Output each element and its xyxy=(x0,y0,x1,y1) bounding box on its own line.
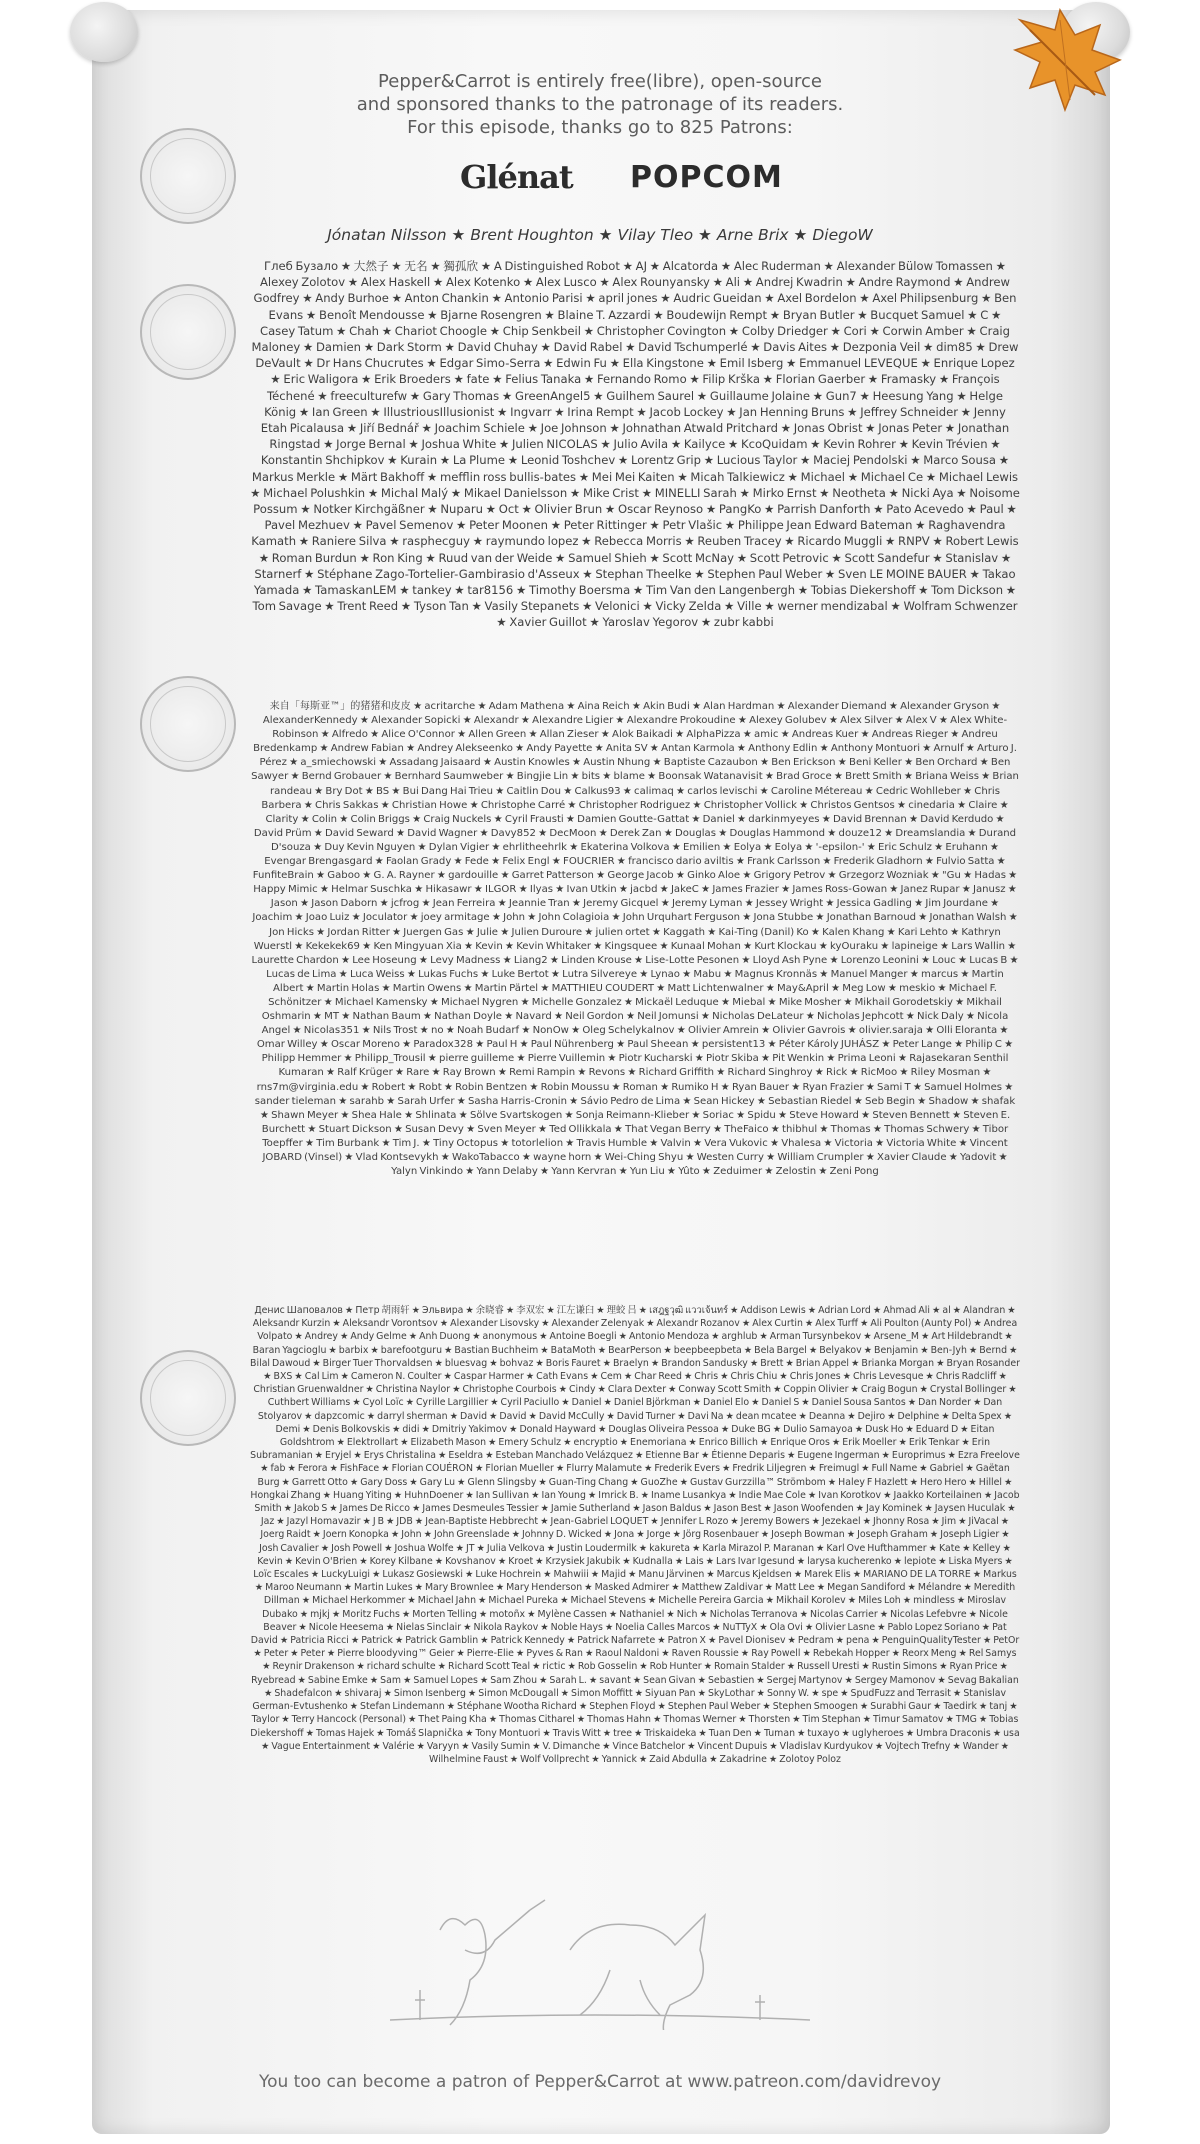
scroll-curl-left xyxy=(70,2,138,62)
patrons-list-tier-3: Денис Шаповалов ★ Петр 胡雨轩 ★ Эльвира ★ 余晓睿 ★ 李双宏 ★ 江左谦臼 ★ 理蛟 吕 ★ เสฎฐวุฒิ แววเจ้นทร์ ★ Addison Lewis ★ Adrian Lord ★ Ahmad Ali ★ al ★ Alandran ★ Aleksandr Kurzin ★ Aleksandr Vorontsov ★ Alexander Lisovsky ★ Alexander Zelenyak ★ Alexandr Rozanov ★ Alex Curtin ★ Alex Turff ★ Ali Poulton (Aunty Pol) ★ Andrea Volpato ★ Andrey ★ Andy Gelme ★ Anh Duong ★ anonymous ★ Antoine Boegli ★ Antonio Mendoza ★ arghlub ★ Arman Tursynbekov ★ Arsene_M ★ Art Hildebrandt ★ Baran Yagcioglu ★ barbix ★ barefootguru ★ Bastian Buchheim ★ BataMoth ★ BearPerson ★ beepbeepbeta ★ Bela Bargel ★ Belyakov ★ Benjamin ★ Ben-Jyh ★ Bernd ★ Bilal Dawoud ★ Birger Tuer Thorvaldsen ★ bluesvag ★ bohvaz ★ Boris Fauret ★ Braelyn ★ Brandon Sandusky ★ Brett ★ Brian Appel ★ Brianka Morgan ★ Bryan Rosander ★ BXS ★ Cal Lim ★ Cameron N. Coulter ★ Caspar Harmer ★ Cath Evans ★ Cem ★ Char Reed ★ Chris ★ Chris Chiu ★ Chris Jones ★ Chris Levesque ★ Chris Radcliff ★ Christian Gruenwaldner ★ Christina Naylor ★ Christophe Courbois ★ Cindy ★ Clara Dexter ★ Conway Scott Smith ★ Coppin Olivier ★ Craig Bogun ★ Crystal Bollinger ★ Cuthbert Williams ★ Cyol Loïc ★ Cyrille Largillier ★ Cyril Paciullo ★ Daniel ★ Daniel Björkman ★ Daniel Elo ★ Daniel S ★ Daniel Sousa Santos ★ Dan Norder ★ Dan Stolyarov ★ dapzcomic ★ darryl sherman ★ David ★ David ★ David McCully ★ David Turner ★ Davi Na ★ dean mcatee ★ Deanna ★ Dejiro ★ Delphine ★ Delta Spex ★ Demi ★ Denis Bolkovskis ★ didi ★ Dmitriy Yakimov ★ Donald Hayward ★ Douglas Oliveira Pessoa ★ Duke BG ★ Dulio Samayoa ★ Dusk Ho ★ Eduard D ★ Eitan Goldshtrom ★ Elektrollart ★ Elizabeth Mason ★ Emery Schulz ★ encryptio ★ Enemoriana ★ Enrico Billich ★ Enrique Oros ★ Erik Moeller ★ Erik Tenkar ★ Erin Subramanian ★ Eryjel ★ Erys Christalina ★ Eseldra ★ Esteban Manchado Velázquez ★ Etienne Bar ★ Étienne Deparis ★ Eugene Ingerman ★ Europrimus ★ Ezra Freelove ★ fab ★ Ferora ★ FishFace ★ Florian COUÉRON ★ Florian Mueller ★ Flurry Malamute ★ Frederik Evers ★ Fredrik Liljegren ★ Freimugl ★ Full Name ★ Gabriel ★ Gaëtan Burg ★ Garrett Otto ★ Gary Doss ★ Gary Lu ★ Glenn Slingsby ★ Guan-Ting Chang ★ GuoZhe ★ Gustav Gurzzilla™ Strömbom ★ Haley F Hazlett ★ Hero Hero ★ Hillel ★ Hongkai Zhang ★ Huang Yiting ★ HuhnDoener ★ Ian Sullivan ★ Ian Young ★ Imrick B. ★ Iname Lusankya ★ Indie Mae Cole ★ Ivan Korotkov ★ Jaakko Korteilainen ★ Jacob Smith ★ Jakob S ★ James De Ricco ★ James Desmeules Tessier ★ Jamie Sutherland ★ Jason Baldus ★ Jason Best ★ Jason Woofenden ★ Jay Kominek ★ Jaysen Huculak ★ Jaz ★ Jazyl Homavazir ★ J B ★ JDB ★ Jean-Baptiste Hebbrecht ★ Jean-Gabriel LOQUET ★ Jennifer L Rozo ★ Jeremy Bowers ★ Jezekael ★ Jhonny Rosa ★ Jim ★ JiVacal ★ Joerg Raidt ★ Joern Konopka ★ John ★ John Greenslade ★ Johnny D. Wicked ★ Jona ★ Jorge ★ Jörg Rosenbauer ★ Joseph Bowman ★ Joseph Graham ★ Joseph Ligier ★ Josh Cavalier ★ Josh Powell ★ Joshua Wolfe ★ JT ★ Julia Velkova ★ Justin Loudermilk ★ kakureta ★ Karla Mirazol P. Maranan ★ Karl Ove Hufthammer ★ Kate ★ Kelley ★ Kevin ★ Kevin O'Brien ★ Korey Kilbane ★ Kovshanov ★ Kroet ★ Krzysiek Jakubik ★ Kudnalla ★ Lais ★ Lars Ivar Igesund ★ larysa kucherenko ★ lepiote ★ Liska Myers ★ Loïc Escales ★ LuckyLuigi ★ Lukasz Gosiewski ★ Luke Hochrein ★ Mahwiii ★ Majid ★ Manu Järvinen ★ Marcus Kjeldsen ★ Marek Elis ★ MARIANO DE LA TORRE ★ Markus ★ Maroo Neumann ★ Martin Lukes ★ Mary Brownlee ★ Mary Henderson ★ Masked Admirer ★ Matthew Zaldivar ★ Matt Lee ★ Megan Sandiford ★ Mélandre ★ Meredith Dillman ★ Michael Herkommer ★ Michael Jahn ★ Michael Pureka ★ Michael Stevens ★ Michelle Pereira Garcia ★ Mikhail Korolev ★ Miles Loh ★ mindless ★ Miroslav Dubako ★ mjkj ★ Moritz Fuchs ★ Morten Telling ★ motoñx ★ Mylène Cassen ★ Nathaniel ★ Nich ★ Nicholas Terranova ★ Nicolas Carrier ★ Nicolas Lefebvre ★ Nicole Beaver ★ Nicole Heesema ★ Nielas Sinclair ★ Nikola Raykov ★ Noble Hays ★ Noelia Calles Marcos ★ NuTTyX ★ Ola Ovi ★ Olivier Lasne ★ Pablo Lopez Soriano ★ Pat David ★ Patricia Ricci ★ Patrick ★ Patrick Gamblin ★ Patrick Kennedy ★ Patrick Nafarrete ★ Patron X ★ Pavel Dionisev ★ Pedram ★ pena ★ PenguinQualityTester ★ PetOr ★ Peter ★ Peter ★ Pierre bloodyving™ Geier ★ Pierre-Elie ★ Pyves & Ran ★ Raoul Naldoni ★ Raven Roussie ★ Ray Powell ★ Rebekah Hopper ★ Reorx Meng ★ Rel Samys ★ Reynir Drakenson ★ richard schulte ★ Richard Scott Teal ★ rictic ★ Rob Gosselin ★ Rob Hunter ★ Romain Stalder ★ Russell Uresti ★ Rustin Simons ★ Ryan Price ★ Ryebread ★ Sabine Emke ★ Sam ★ Samuel Lopes ★ Sam Zhou ★ Sarah L. ★ savant ★ Sean Givan ★ Sebastien ★ Sergej Martynov ★ Sergey Mamonov ★ Sevag Bakalian ★ Shadefalcon ★ shivaraj ★ Simon Isenberg ★ Simon McDougall ★ Simon Moffitt ★ Siyuan Pan ★ SkyLothar ★ Sonny W. ★ spe ★ SpudFuzz and Terrasit ★ Stanislav German-Evtushenko ★ Stefan Lindemann ★ Stéphane Wootha Richard ★ Stephen Floyd ★ Stephen Paul Weber ★ Stephen Smoogen ★ Surabhi Gaur ★ Taedirk ★ tanj ★ Taylor ★ Terry Hancock (Personal) ★ Thet Paing Kha ★ Thomas Citharel ★ Thomas Hahn ★ Thomas Werner ★ Thorsten ★ Tim Stephan ★ Timur Samatov ★ TMG ★ Tobias Diekershoff ★ Tomas Hajek ★ Tomáš Slapnička ★ Tony Montuori ★ Travis Witt ★ tree ★ Triskaideka ★ Tuan Den ★ Tuman ★ tuxayo ★ uglyheroes ★ Umbra Draconis ★ usa ★ Vague Entertainment ★ Valérie ★ Varyyn ★ Vasily Sumin ★ V. Dimanche ★ Vince Batchelor ★ Vincent Dupuis ★ Vladislav Kurdyukov ★ Vojtech Trefny ★ Wander ★ Wilhelmine Faust ★ Wolf Vollprecht ★ Yannick ★ Zaid Abdulla ★ Zakadrine ★ Zolotoy Poloz xyxy=(250,1305,1020,1765)
top-patrons: Jónatan Nilsson ★ Brent Houghton ★ Vilay Tleo ★ Arne Brix ★ DiegoW xyxy=(327,226,873,244)
medallion-portrait-icon xyxy=(140,1350,236,1446)
medallion-icon xyxy=(140,128,236,224)
patrons-list-tier-2: 来自「每斯亚™」的猪猪和皮皮 ★ acritarche ★ Adam Mathena ★ Aina Reich ★ Akin Budi ★ Alan Hardman ★ Alexander Diemand ★ Alexander Gryson ★ AlexanderKennedy ★ Alexander Sopicki ★ Alexandr ★ Alexandre Ligier ★ Alexandre Prokoudine ★ Alexey Golubev ★ Alex Silver ★ Alex V ★ Alex White-Robinson ★ Alfredo ★ Alice O'Connor ★ Allen Green ★ Allan Zieser ★ Alok Baikadi ★ AlphaPizza ★ amic ★ Andreas Kuer ★ Andreas Rieger ★ Andreu Bredenkamp ★ Andrew Fabian ★ Andrey Alekseenko ★ Andy Payette ★ Anita SV ★ Antan Karmola ★ Anthony Edlin ★ Anthony Montuori ★ Arnulf ★ Arturo J. Pérez ★ a_smiechowski ★ Assadang Jaisaard ★ Austin Knowles ★ Austin Nhung ★ Baptiste Cazaubon ★ Ben Erickson ★ Beni Keller ★ Ben Orchard ★ Ben Sawyer ★ Bernd Grobauer ★ Bernhard Saumweber ★ Bingjie Lin ★ bits ★ blame ★ Boonsak Watanavisit ★ Brad Groce ★ Brett Smith ★ Briana Weiss ★ Brian randeau ★ Bry Dot ★ BS ★ Bui Dang Hai Trieu ★ Caitlin Dou ★ Calkus93 ★ calimaq ★ carlos levischi ★ Caroline Métereau ★ Cedric Wohlleber ★ Chris Barbera ★ Chris Sakkas ★ Christian Howe ★ Christophe Carré ★ Christopher Rodriguez ★ Christopher Vollick ★ Christos Gentsos ★ cinedaria ★ Claire ★ Clarity ★ Colin ★ Colin Briggs ★ Craig Nuckels ★ Cyril Frausti ★ Damien Goutte-Gattat ★ Daniel ★ darkinmyeyes ★ David Brennan ★ David Kerdudo ★ David Prüm ★ David Seward ★ David Wagner ★ Davy852 ★ DecMoon ★ Derek Zan ★ Douglas ★ Douglas Hammond ★ douze12 ★ Dreamslandia ★ Durand D'souza ★ Duy Kevin Nguyen ★ Dylan Vigier ★ ehrlitheehrlk ★ Ekaterina Volkova ★ Emilien ★ Eolya ★ Eolya ★ '-epsilon-' ★ Eric Schulz ★ Eruhann ★ Evengar Brengasgard ★ Faolan Grady ★ Fede ★ Felix Engl ★ FOUCRIER ★ francisco dario aviltis ★ Frank Carlsson ★ Frederik Gladhorn ★ Fulvio Satta ★ FunfiteBrain ★ Gaboo ★ G. A. Rayner ★ gardouille ★ Garret Patterson ★ George Jacob ★ Ginko Aloe ★ Grigory Petrov ★ Grzegorz Wozniak ★ "Gu ★ Hadas ★ Happy Mimic ★ Helmar Suschka ★ Hikasawr ★ ILGOR ★ Ilyas ★ Ivan Utkin ★ jacbd ★ JakeC ★ James Frazier ★ James Ross-Gowan ★ Janez Rupar ★ Janusz ★ Jason ★ Jason Daborn ★ jcfrog ★ Jean Ferreira ★ Jeannie Tran ★ Jeremy Gicquel ★ Jeremy Lyman ★ Jessey Wright ★ Jessica Gadling ★ Jim Jourdane ★ Joachim ★ Joao Luiz ★ Joculator ★ joey armitage ★ John ★ John Colagioia ★ John Urquhart Ferguson ★ Jona Stubbe ★ Jonathan Barnoud ★ Jonathan Walsh ★ Jon Hicks ★ Jordan Ritter ★ Juergen Gas ★ Julie ★ Julien Duroure ★ julien ortet ★ Kaggath ★ Kai-Ting (Danil) Ko ★ Kalen Khang ★ Kari Lehto ★ Kathryn Wuerstl ★ Kekekek69 ★ Ken Mingyuan Xia ★ Kevin ★ Kevin Whitaker ★ Kingsquee ★ Kunaal Mohan ★ Kurt Klockau ★ kyOuraku ★ lapineige ★ Lars Wallin ★ Laurette Chardon ★ Lee Hoseung ★ Levy Madness ★ Liang2 ★ Linden Krouse ★ Lise-Lotte Pesonen ★ Lloyd Ash Pyne ★ Lorenzo Leonini ★ Louc ★ Lucas B ★ Lucas de Lima ★ Luca Weiss ★ Lukas Fuchs ★ Luke Bertot ★ Lutra Silvereye ★ Lynao ★ Mabu ★ Magnus Kronnäs ★ Manuel Manger ★ marcus ★ Martin Albert ★ Martin Holas ★ Martin Owens ★ Martin Pärtel ★ MATTHIEU COUDERT ★ Matt Lichtenwalner ★ May&April ★ Meg Low ★ meskio ★ Michael F. Schönitzer ★ Michael Kamensky ★ Michael Nygren ★ Michelle Gonzalez ★ Mickaël Leduque ★ Miebal ★ Mike Mosher ★ Mikhail Gorodetskiy ★ Mikhail Oshmarin ★ MT ★ Nathan Baum ★ Nathan Doyle ★ Navard ★ Neil Gordon ★ Neil Jomunsi ★ Nicholas DeLateur ★ Nicholas Jephcott ★ Nick Daly ★ Nicola Angel ★ Nicolas351 ★ Nils Trost ★ no ★ Noah Budarf ★ NonOw ★ Oleg Schelykalnov ★ Olivier Amrein ★ Olivier Gavrois ★ olivier.saraja ★ Olli Eloranta ★ Omar Willey ★ Oscar Moreno ★ Paradox328 ★ Paul H ★ Paul Nührenberg ★ Paul Sheean ★ persistent13 ★ Péter Károly JUHÁSZ ★ Peter Lange ★ Philip C ★ Philipp Hemmer ★ Philipp_Trousil ★ pierre guilleme ★ Pierre Vuillemin ★ Piotr Kucharski ★ Piotr Skiba ★ Pit Wenkin ★ Prima Leoni ★ Rajasekaran Senthil Kumaran ★ Ralf Krüger ★ Rare ★ Ray Brown ★ Remi Rampin ★ Revons ★ Richard Griffith ★ Richard Singhroy ★ Rick ★ RicMoo ★ Riley Mosman ★ rns7m@virginia.edu ★ Robert ★ Robt ★ Robin Bentzen ★ Robin Moussu ★ Roman ★ Rumiko H ★ Ryan Bauer ★ Ryan Frazier ★ Sami T ★ Samuel Holmes ★ sander tieleman ★ sarahb ★ Sarah Urfer ★ Sasha Harris-Cronin ★ Sávio Pedro de Lima ★ Sean Hickey ★ Sebastian Riedel ★ Seb Begin ★ Shadow ★ shafak ★ Shawn Meyer ★ Shea Hale ★ Shlinata ★ Sölve Svartskogen ★ Sonja Reimann-Klieber ★ Soriac ★ Spidu ★ Steve Howard ★ Steven Bennett ★ Steven E. Burchett ★ Stuart Dickson ★ Susan Devy ★ Sven Meyer ★ Ted Ollikkala ★ That Vegan Berry ★ TheFaico ★ thibhul ★ Thomas ★ Thomas Schwery ★ Tibor Toepffer ★ Tim Burbank ★ Tim J. ★ Tiny Octopus ★ totorlelion ★ Travis Humble ★ Valvin ★ Vera Vukovic ★ Vhalesa ★ Victoria ★ Victoria White ★ Vincent JOBARD (Vinsel) ★ Vlad Kontsevykh ★ WakoTabacco ★ wayne horn ★ Wei-Ching Shyu ★ Westen Curry ★ William Crumpler ★ Xavier Claude ★ Yadovit ★ Yalyn Vinkindo ★ Yann Delaby ★ Yann Kervran ★ Yun Liu ★ Yûto ★ Zeduimer ★ Zelostin ★ Zeni Pong xyxy=(251,701,1019,1178)
header-line-2: and sponsored thanks to the patronage of its readers. xyxy=(356,94,844,115)
header-line-3: For this episode, thanks go to 825 Patrons: xyxy=(407,117,793,138)
glenat-logo: Glénat xyxy=(460,158,573,196)
popcom-logo: POPCOM xyxy=(630,160,783,195)
patreon-footer: You too can become a patron of Pepper&Carrot at www.patreon.com/davidrevoy xyxy=(258,2072,942,2092)
medallion-portrait-icon xyxy=(140,284,236,380)
patrons-list-tier-1: Глеб Бузало ★ 大然子 ★ 无名 ★ 獨孤欣 ★ A Distinguished Robot ★ AJ ★ Alcatorda ★ Alec Ruderman ★ Alexander Bülow Tomassen ★ Alexey Zolotov ★ Alex Haskell ★ Alex Kotenko ★ Alex Lusco ★ Alex Rounyansky ★ Ali ★ Andrej Kwadrin ★ Andre Raymond ★ Andrew Godfrey ★ Andy Burhoe ★ Anton Chankin ★ Antonio Parisi ★ april jones ★ Audric Gueidan ★ Axel Bordelon ★ Axel Philipsenburg ★ Ben Evans ★ Benoît Mendousse ★ Bjarne Rosengren ★ Blaine T. Azzardi ★ Boudewijn Rempt ★ Bryan Butler ★ Bucquet Samuel ★ C ★ Casey Tatum ★ Chah ★ Chariot Choogle ★ Chip Senkbeil ★ Christopher Covington ★ Colby Driedger ★ Cori ★ Corwin Amber ★ Craig Maloney ★ Damien ★ Dark Storm ★ David Chuhay ★ David Rabel ★ David Tschumperlé ★ Davis Aites ★ Dezponia Veil ★ dim85 ★ Drew DeVault ★ Dr Hans Chucrutes ★ Edgar Simo-Serra ★ Edwin Fu ★ Ella Kingstone ★ Emil Isberg ★ Emmanuel LEVEQUE ★ Enrique Lopez ★ Eric Waligora ★ Erik Broeders ★ fate ★ Felius Tanaka ★ Fernando Romo ★ Filip Krška ★ Florian Gaerber ★ Framasky ★ François Téchené ★ freeculturefw ★ Gary Thomas ★ GreenAngel5 ★ Guilhem Saurel ★ Guillaume Jolaine ★ Gun7 ★ Heesung Yang ★ Helge König ★ Ian Green ★ IllustriousIllusionist ★ Ingvarr ★ Irina Rempt ★ Jacob Lockey ★ Jan Henning Bruns ★ Jeffrey Schneider ★ Jenny Etah Picalausa ★ Jiří Bednář ★ Joachim Schiele ★ Joe Johnson ★ Johnathan Atwald Pritchard ★ Jonas Obrist ★ Jonas Peter ★ Jonathan Ringstad ★ Jorge Bernal ★ Joshua White ★ Julien NICOLAS ★ Julio Avila ★ Kailyce ★ KcoQuidam ★ Kevin Rohrer ★ Kevin Trévien ★ Konstantin Shchipkov ★ Kurain ★ La Plume ★ Leonid Toshchev ★ Lorentz Grip ★ Lucious Taylor ★ Maciej Pendolski ★ Marco Sousa ★ Markus Merkle ★ Märt Bakhoff ★ mefflin ross bullis-bates ★ Mei Mei Kaiten ★ Micah Talkiewicz ★ Michael ★ Michael Ce ★ Michael Lewis ★ Michael Polushkin ★ Michal Malý ★ Mikael Danielsson ★ Mike Crist ★ MINELLI Sarah ★ Mirko Ernst ★ Neotheta ★ Nicki Aya ★ Noisome Possum ★ Notker Kirchgäßner ★ Nuparu ★ Oct ★ Olivier Brun ★ Oscar Reynoso ★ PangKo ★ Parrish Danforth ★ Pato Acevedo ★ Paul ★ Pavel Mezhuev ★ Pavel Semenov ★ Peter Moonen ★ Peter Rittinger ★ Petr Vlašic ★ Philippe Jean Edward Bateman ★ Raghavendra Kamath ★ Raniere Silva ★ rasphecguy ★ raymundo lopez ★ Rebecca Morris ★ Reuben Tracey ★ Ricardo Muggli ★ RNPV ★ Robert Lewis ★ Roman Burdun ★ Ron King ★ Ruud van der Weide ★ Samuel Shieh ★ Scott McNay ★ Scott Petrovic ★ Scott Sandefur ★ Stanislav ★ Starnerf ★ Stéphane Zago-Tortelier-Gambirasio d'Asseux ★ Stephan Theelke ★ Stephen Paul Weber ★ Sven LE MOINE BAUER ★ Takao Yamada ★ TamaskanLEM ★ tankey ★ tar8156 ★ Timothy Boersma ★ Tim Van den Langenbergh ★ Tobias Diekershoff ★ Tom Dickson ★ Tom Savage ★ Trent Reed ★ Tyson Tan ★ Vasily Stepanets ★ Velonici ★ Vicky Zelda ★ Ville ★ werner mendizabal ★ Wolfram Schwenzer ★ Xavier Guillot ★ Yaroslav Yegorov ★ zubr kabbi xyxy=(250,259,1020,630)
header-line-1: Pepper&Carrot is entirely free(libre), open-source xyxy=(378,71,822,92)
cat-and-unicorn-drawing-icon xyxy=(380,1890,820,2030)
medallion-portrait-icon xyxy=(140,676,236,772)
patronage-header xyxy=(200,70,1000,139)
autumn-leaf-icon xyxy=(1000,0,1130,120)
